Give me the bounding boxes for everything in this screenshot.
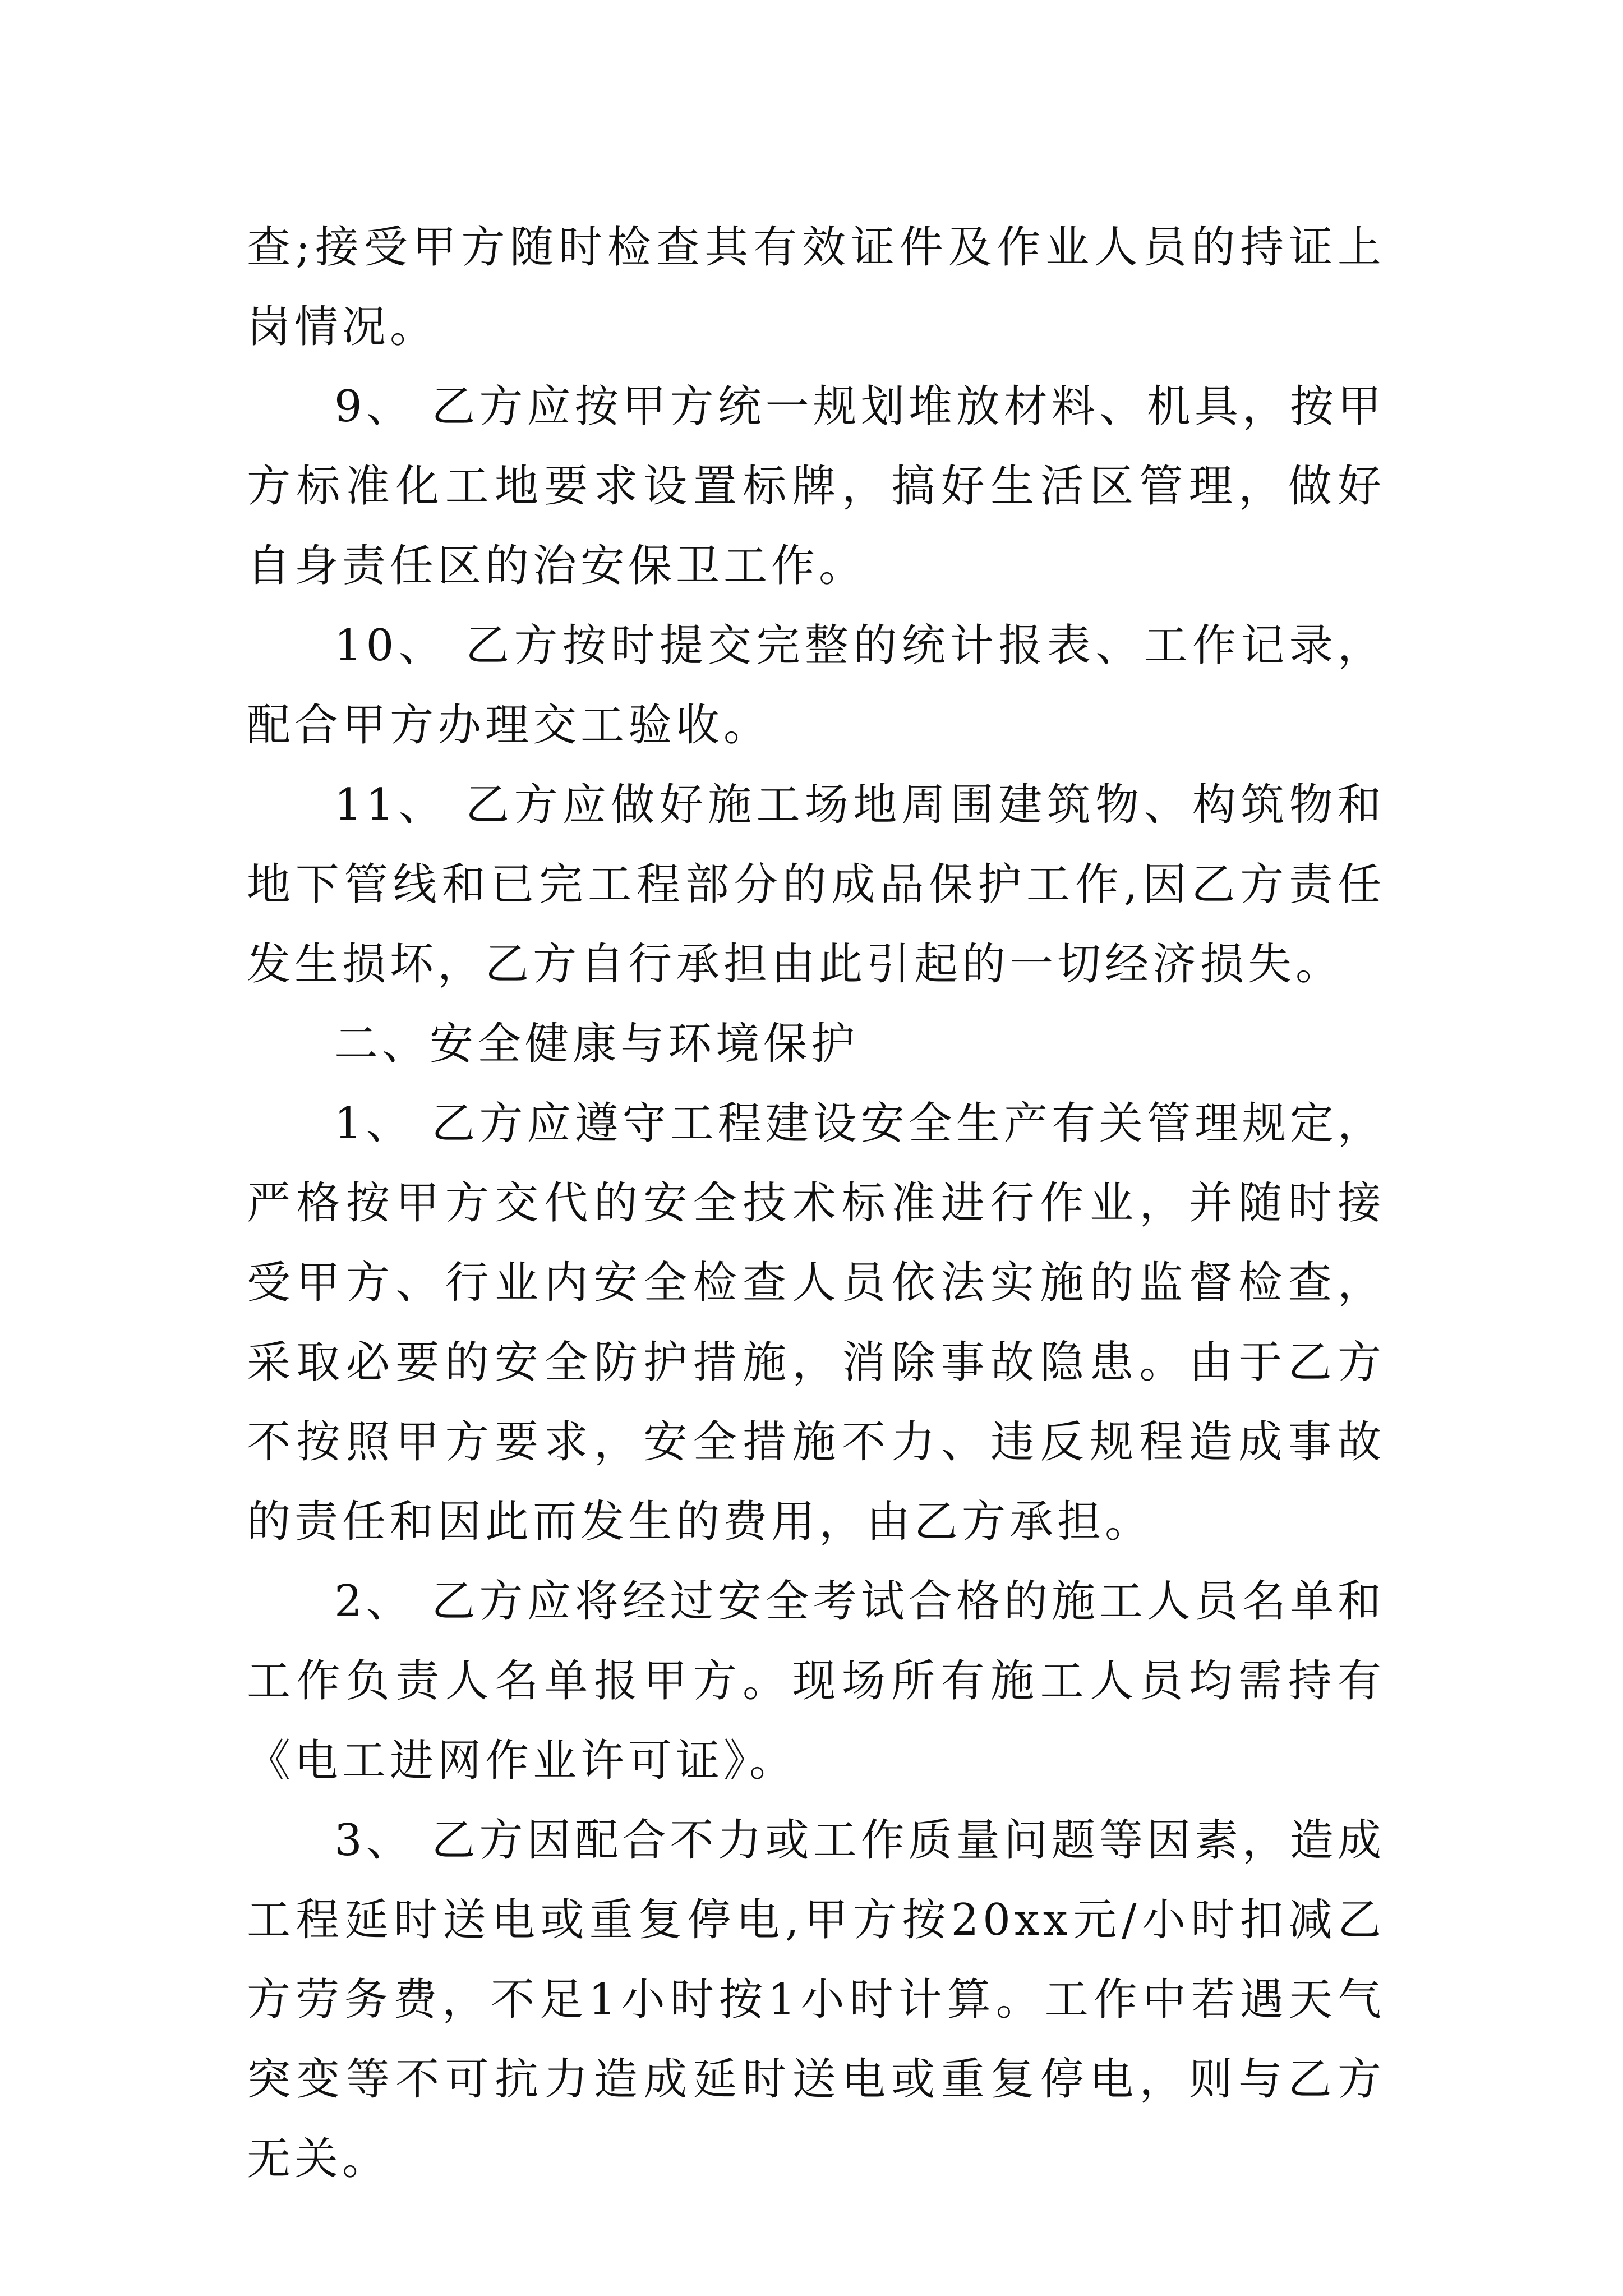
document-body (247, 208, 1385, 2199)
section-heading-safety: 二、安全健康与环境保护 (334, 1019, 859, 1069)
paragraph-item-11: 11、 乙方应做好施工场地周围建筑物、构筑物和地下管线和已完工程部分的成品保护工作,因乙方责任发生损坏，乙方自行承担由此引起的一切经济损失。 (247, 780, 1385, 990)
paragraph-item-9: 9、 乙方应按甲方统一规划堆放材料、机具，按甲方标准化工地要求设置标牌，搞好生活区管理，做好自身责任区的治安保卫工作。 (247, 381, 1385, 591)
paragraph-safety-item-1: 1、 乙方应遵守工程建设安全生产有关管理规定，严格按甲方交代的安全技术标准进行作业，并随时接受甲方、行业内安全检查人员依法实施的监督检查，采取必要的安全防护措施，消除事故隐患。由于乙方不按照甲方要求，安全措施不力、违反规程造成事故的责任和因此而发生的费用，由乙方承担。 (247, 1098, 1385, 1547)
paragraph-item-10: 10、 乙方按时提交完整的统计报表、工作记录，配合甲方办理交工验收。 (247, 620, 1385, 751)
paragraph-safety-item-2: 2、 乙方应将经过安全考试合格的施工人员名单和工作负责人名单报甲方。现场所有施工人员均需持有《电工进网作业许可证》。 (247, 1576, 1385, 1786)
paragraph-continuation: 查;接受甲方随时检查其有效证件及作业人员的持证上岗情况。 (247, 222, 1385, 352)
paragraph-safety-item-3: 3、 乙方因配合不力或工作质量问题等因素，造成工程延时送电或重复停电,甲方按20xx元/小时扣减乙方劳务费，不足1小时按1小时计算。工作中若遇天气突变等不可抗力造成延时送电或重复停电，则与乙方无关。 (247, 1815, 1385, 2184)
